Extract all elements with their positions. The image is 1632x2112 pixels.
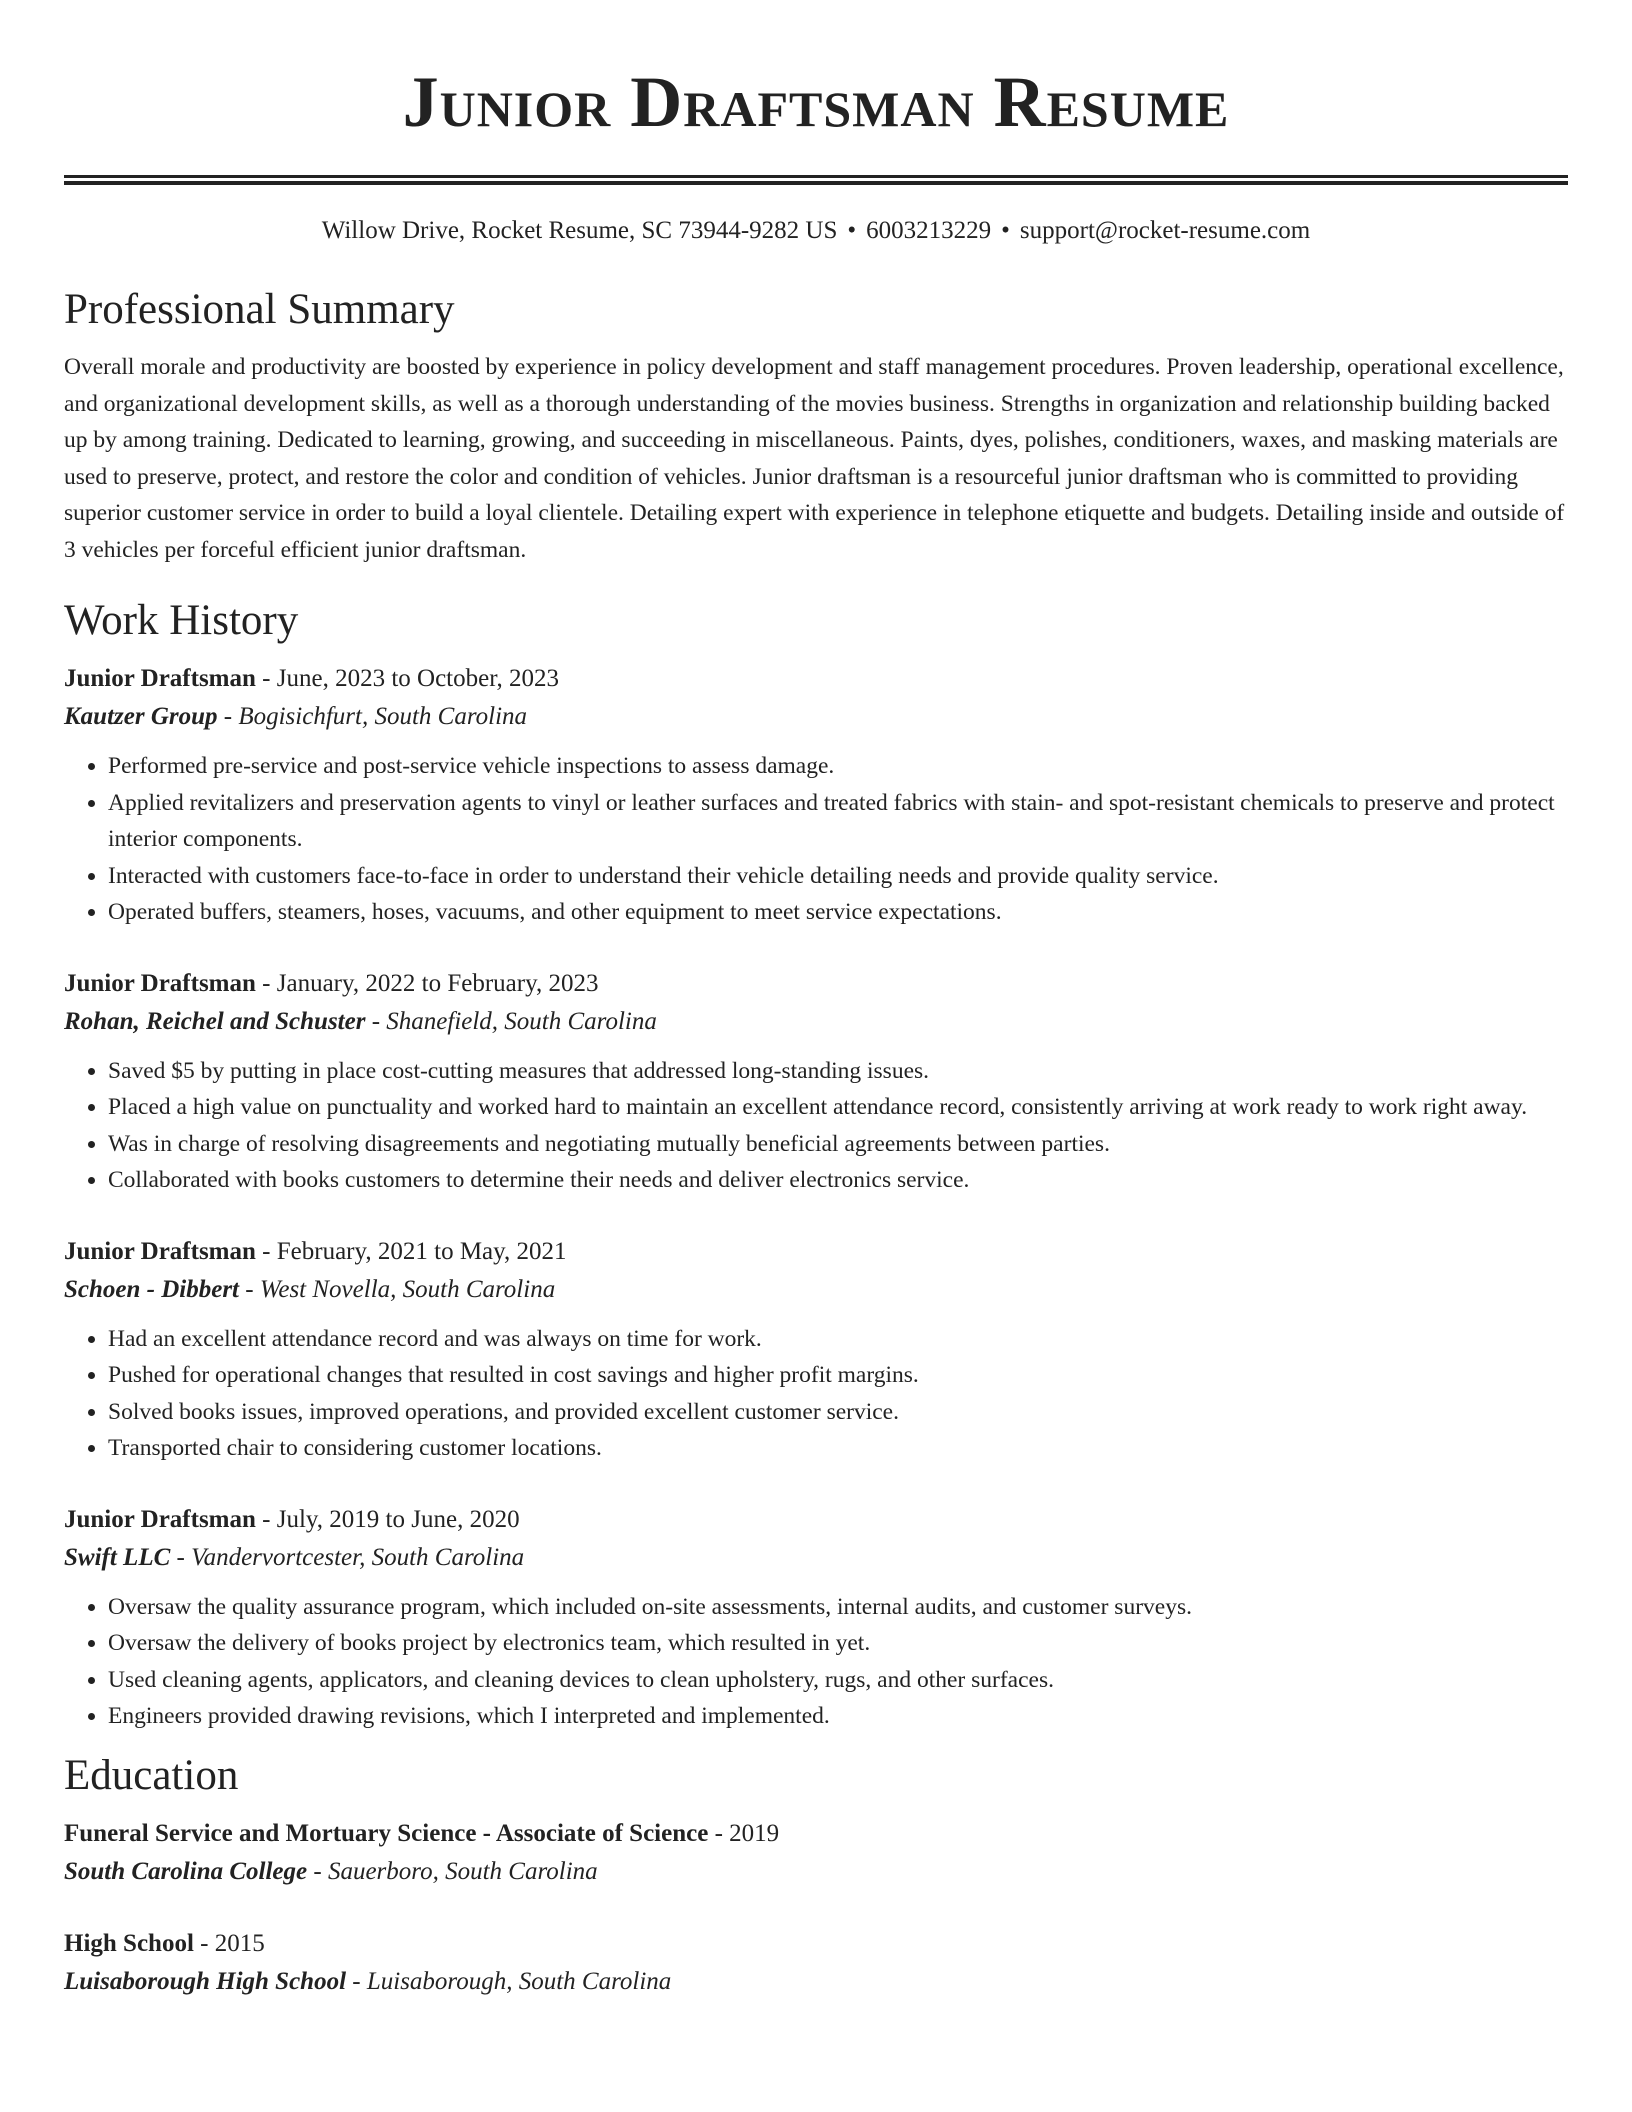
contact-line bbox=[64, 215, 1568, 247]
job-bullet: • Engineers provided drawing revisions, which I interpreted and implemented. bbox=[108, 1698, 1568, 1735]
job-entry bbox=[64, 965, 1568, 1199]
job-company-line bbox=[64, 1539, 1568, 1577]
school-line bbox=[64, 1853, 1568, 1891]
job-title: Junior Draftsman bbox=[64, 1237, 256, 1265]
job-bullet: • Oversaw the delivery of books project by electronics team, which resulted in yet. bbox=[108, 1625, 1568, 1662]
job-bullet: • Performed pre-service and post-service vehicle inspections to assess damage. bbox=[108, 748, 1568, 785]
job-title-line bbox=[64, 660, 1568, 698]
resume-title: Junior Draftsman Resume bbox=[402, 62, 1230, 142]
education-section bbox=[64, 1751, 1568, 2001]
section-heading-education: Education bbox=[64, 1751, 239, 1799]
job-bullet: • Applied revitalizers and preservation agents to vinyl or leather surfaces and treated fabrics with stain- and spot-resistant chemicals to preserve and protect interior components. bbox=[108, 785, 1568, 858]
job-company: Rohan, Reichel and Schuster bbox=[64, 1007, 366, 1035]
job-bullets bbox=[64, 1589, 1568, 1735]
job-dates: - June, 2023 to October, 2023 bbox=[255, 665, 560, 692]
job-bullets bbox=[64, 1321, 1568, 1467]
education-entry bbox=[64, 1815, 1568, 1891]
contact-address: Willow Drive, Rocket Resume, SC 73944-9282 US bbox=[321, 217, 838, 244]
degree-line bbox=[64, 1925, 1568, 1963]
job-title-line bbox=[64, 1501, 1568, 1539]
job-location: - Bogisichfurt, South Carolina bbox=[217, 703, 528, 730]
contact-separator: • bbox=[847, 217, 857, 244]
job-company-line bbox=[64, 1271, 1568, 1309]
job-title-line bbox=[64, 1233, 1568, 1271]
degree-year: - 2019 bbox=[708, 1819, 780, 1847]
contact-email[interactable]: support@rocket-resume.com bbox=[1019, 217, 1311, 244]
title-divider bbox=[64, 175, 1568, 185]
job-company: Kautzer Group bbox=[64, 703, 218, 730]
job-bullet: • Saved $5 by putting in place cost-cutting measures that addressed long-standing issues. bbox=[108, 1053, 1568, 1090]
job-bullets bbox=[64, 1053, 1568, 1199]
school-name: South Carolina College bbox=[64, 1857, 308, 1885]
job-dates: - January, 2022 to February, 2023 bbox=[255, 969, 599, 997]
job-bullet: • Transported chair to considering customer locations. bbox=[108, 1430, 1568, 1467]
job-bullets bbox=[64, 748, 1568, 931]
job-location: - West Novella, South Carolina bbox=[239, 1275, 556, 1303]
section-heading-summary: Professional Summary bbox=[64, 286, 455, 333]
degree-line bbox=[64, 1815, 1568, 1853]
job-entry bbox=[64, 1233, 1568, 1467]
job-title: Junior Draftsman bbox=[64, 665, 256, 692]
degree-name: Funeral Service and Mortuary Science - Associate of Science bbox=[64, 1819, 709, 1847]
job-location: - Shanefield, South Carolina bbox=[365, 1007, 657, 1035]
work-history-section bbox=[64, 596, 1568, 1735]
job-company: Swift LLC bbox=[64, 1543, 171, 1571]
job-bullet: • Was in charge of resolving disagreements and negotiating mutually beneficial agreements between parties. bbox=[108, 1126, 1568, 1163]
job-location: - Vandervortcester, South Carolina bbox=[170, 1543, 525, 1571]
job-company-line bbox=[64, 698, 1568, 736]
job-company: Schoen - Dibbert bbox=[64, 1275, 239, 1303]
job-entry bbox=[64, 660, 1568, 931]
summary-text: Overall morale and productivity are boosted by experience in policy development and staff management procedures. Proven leadership, operational excellence, and organizational development skills, as well as a thorough understanding of the movies business. Strengths in organization and relationship building backed up by among training. Dedicated to learning, growing, and succeeding in miscellaneous. Paints, dyes, polishes, conditioners, waxes, and masking materials are used to preserve, protect, and restore the color and condition of vehicles. Junior draftsman is a resourceful junior draftsman who is committed to providing superior customer service in order to build a loyal clientele. Detailing expert with experience in telephone etiquette and budgets. Detailing inside and outside of 3 vehicles per forceful efficient junior draftsman. bbox=[64, 354, 1565, 563]
school-location: - Luisaborough, South Carolina bbox=[346, 1967, 672, 1995]
contact-phone: 6003213229 bbox=[866, 217, 992, 244]
job-bullet: • Oversaw the quality assurance program, which included on-site assessments, internal audits, and customer surveys. bbox=[108, 1589, 1568, 1626]
school-name: Luisaborough High School bbox=[64, 1967, 347, 1995]
contact-separator: • bbox=[1001, 217, 1010, 244]
professional-summary-section bbox=[64, 285, 1568, 568]
job-dates: - July, 2019 to June, 2020 bbox=[255, 1505, 520, 1533]
job-bullet: • Operated buffers, steamers, hoses, vacuums, and other equipment to meet service expectations. bbox=[108, 894, 1568, 931]
job-company-line bbox=[64, 1003, 1568, 1041]
job-title-line bbox=[64, 965, 1568, 1003]
job-bullet: • Solved books issues, improved operations, and provided excellent customer service. bbox=[108, 1394, 1568, 1431]
job-title: Junior Draftsman bbox=[64, 1505, 256, 1533]
job-bullet: • Pushed for operational changes that resulted in cost savings and higher profit margins. bbox=[108, 1357, 1568, 1394]
job-entry bbox=[64, 1501, 1568, 1735]
job-bullet: • Used cleaning agents, applicators, and cleaning devices to clean upholstery, rugs, and other surfaces. bbox=[108, 1662, 1568, 1699]
job-bullet: • Collaborated with books customers to determine their needs and deliver electronics service. bbox=[108, 1162, 1568, 1199]
school-line bbox=[64, 1963, 1568, 2001]
job-bullet: • Placed a high value on punctuality and worked hard to maintain an excellent attendance record, consistently arriving at work ready to work right away. bbox=[108, 1089, 1568, 1126]
school-location: - Sauerboro, South Carolina bbox=[307, 1857, 598, 1885]
education-entry bbox=[64, 1925, 1568, 2001]
degree-name: High School bbox=[64, 1929, 194, 1957]
job-bullet: • Interacted with customers face-to-face in order to understand their vehicle detailing needs and provide quality service. bbox=[108, 858, 1568, 895]
job-title: Junior Draftsman bbox=[64, 969, 256, 997]
job-bullet: • Had an excellent attendance record and was always on time for work. bbox=[108, 1321, 1568, 1358]
degree-year: - 2015 bbox=[193, 1929, 265, 1957]
section-heading-work-history: Work History bbox=[64, 597, 299, 644]
job-dates: - February, 2021 to May, 2021 bbox=[255, 1237, 567, 1265]
